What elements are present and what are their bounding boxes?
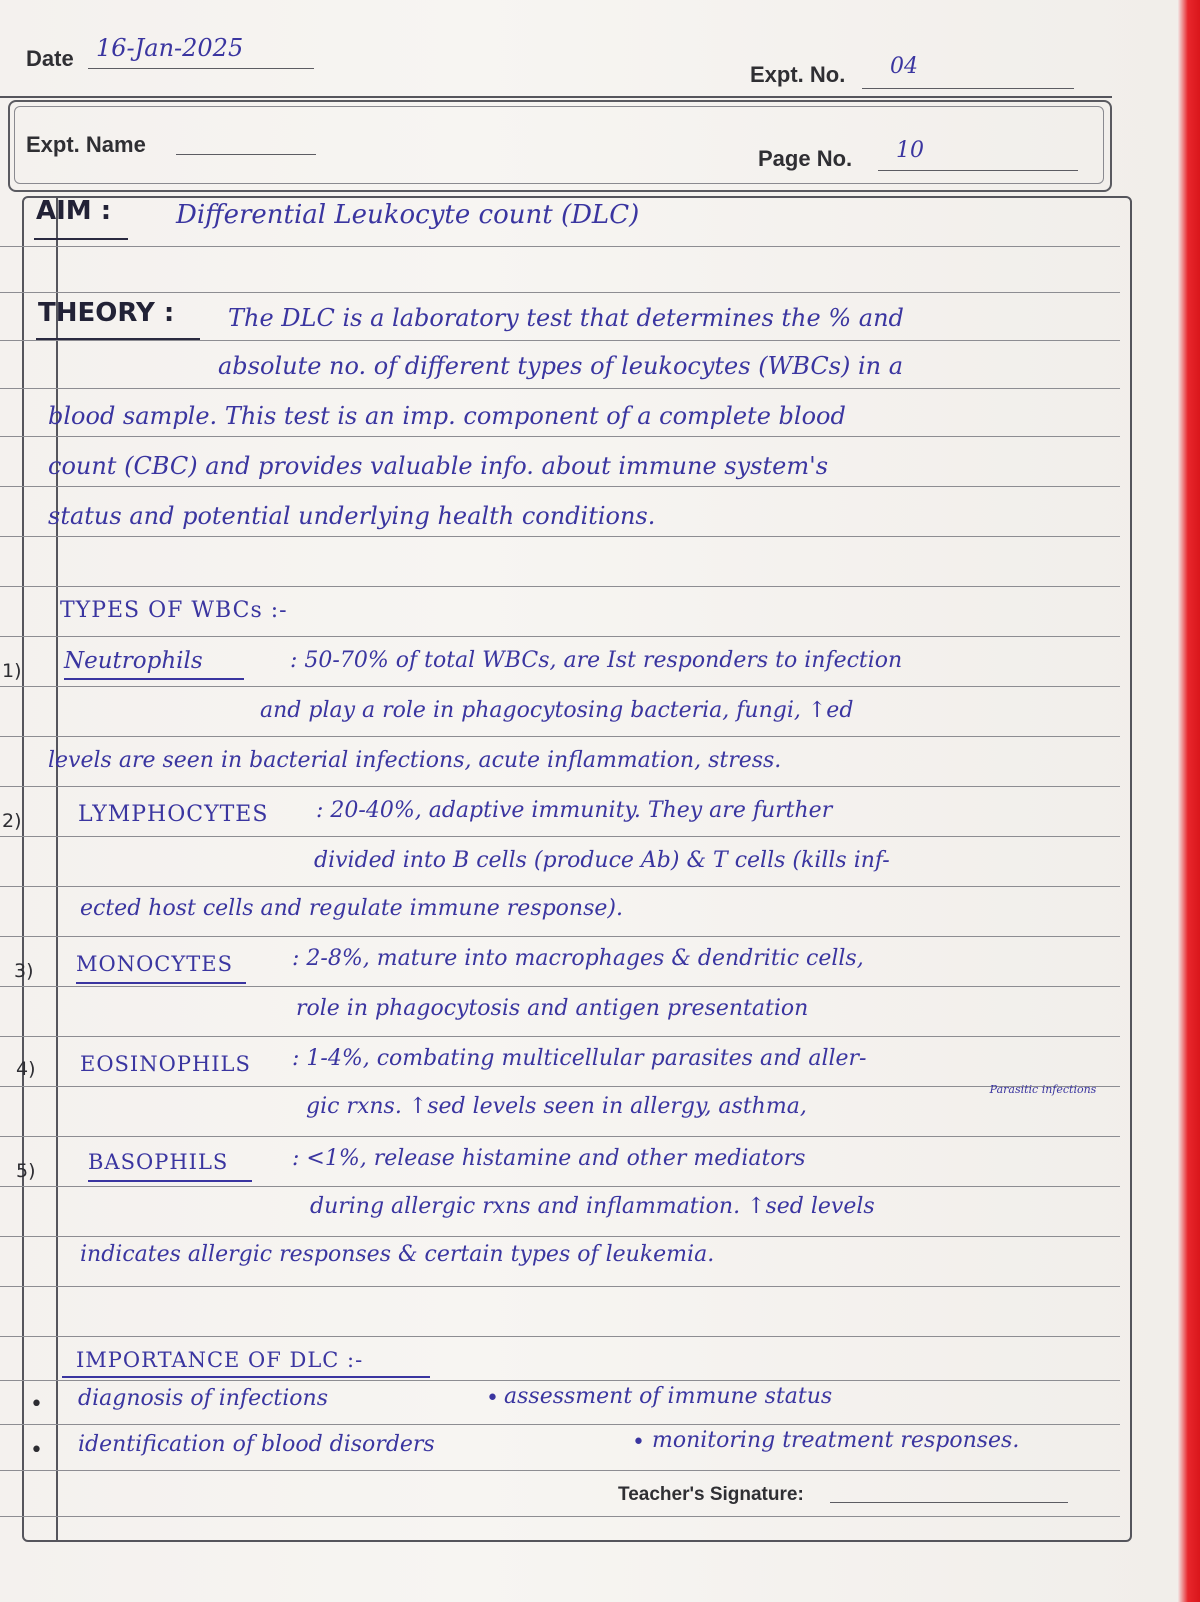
item-5-number: 5): [16, 1160, 36, 1182]
theory-line-4: count (CBC) and provides valuable info. about immune system's: [48, 452, 829, 480]
expt-no-label: Expt. No.: [750, 62, 846, 87]
bullet-1: •: [30, 1392, 43, 1417]
neutrophils-line-2: and play a role in phagocytosing bacteria, fungi, ↑ed: [260, 698, 854, 723]
neutrophils-line-3: levels are seen in bacterial infections, acute inflammation, stress.: [48, 748, 782, 773]
red-edge: [1178, 0, 1200, 1602]
aim-underline: [34, 238, 128, 240]
aim-text: Differential Leukocyte count (DLC): [176, 200, 640, 230]
types-heading: TYPES OF WBCs :-: [60, 598, 288, 623]
expt-no-underline: [862, 88, 1074, 89]
page-no-value: 10: [896, 138, 924, 163]
lymphocytes-line-1: : 20-40%, adaptive immunity. They are further: [316, 798, 833, 823]
monocytes-line-1: : 2-8%, mature into macrophages & dendritic cells,: [292, 946, 864, 971]
lymphocytes-line-3: ected host cells and regulate immune response).: [80, 896, 623, 921]
theory-line-1: The DLC is a laboratory test that determines the % and: [228, 304, 904, 332]
page-no-underline: [878, 170, 1078, 171]
theory-line-2: absolute no. of different types of leukocytes (WBCs) in a: [218, 352, 904, 380]
item-4-number: 4): [16, 1058, 36, 1080]
theory-line-3: blood sample. This test is an imp. component of a complete blood: [48, 402, 846, 430]
date-underline: [88, 68, 314, 69]
header-box-inner: [14, 106, 1104, 184]
expt-name-underline: [176, 154, 316, 155]
basophils-line-2: during allergic rxns and inflammation. ↑sed levels: [310, 1194, 875, 1219]
importance-sep-1: •: [486, 1386, 499, 1411]
basophils-line-1: : <1%, release histamine and other mediators: [292, 1146, 806, 1171]
expt-no-value: 04: [890, 54, 918, 79]
theory-label: THEORY :: [38, 298, 175, 328]
theory-line-5: status and potential underlying health conditions.: [48, 502, 656, 530]
basophils-line-3: indicates allergic responses & certain types of leukemia.: [80, 1242, 715, 1267]
theory-underline: [36, 338, 200, 340]
eosinophils-line-1: : 1-4%, combating multicellular parasites and aller-: [292, 1046, 867, 1071]
eosinophils-line-2: gic rxns. ↑sed levels seen in allergy, asthma,: [306, 1094, 807, 1119]
item-2-number: 2): [2, 810, 22, 832]
monocytes-line-2: role in phagocytosis and antigen presentation: [296, 996, 809, 1021]
monocytes-underline: [76, 982, 246, 984]
neutrophils-name: Neutrophils: [64, 648, 203, 674]
margin-line: [56, 196, 58, 1542]
expt-name-label: Expt. Name: [26, 132, 146, 157]
bullet-2: •: [30, 1438, 43, 1463]
lymphocytes-line-2: divided into B cells (produce Ab) & T cells (kills inf-: [314, 848, 890, 873]
importance-bullet-2a: identification of blood disorders: [78, 1432, 435, 1457]
importance-bullet-1a: diagnosis of infections: [78, 1386, 328, 1411]
monocytes-name: MONOCYTES: [76, 952, 233, 976]
basophils-name: BASOPHILS: [88, 1150, 229, 1174]
date-value: 16-Jan-2025: [96, 34, 244, 62]
aim-label: AIM :: [36, 196, 112, 226]
neutrophils-underline: [64, 678, 244, 680]
importance-bullet-1b: assessment of immune status: [504, 1384, 833, 1409]
signature-underline: [830, 1502, 1068, 1503]
eosinophils-note: Parasitic infections: [989, 1083, 1097, 1096]
page-no-label: Page No.: [758, 146, 853, 171]
item-1-number: 1): [2, 660, 22, 682]
lymphocytes-name: LYMPHOCYTES: [78, 802, 269, 827]
neutrophils-line-1: : 50-70% of total WBCs, are Ist responders to infection: [290, 648, 903, 673]
teacher-signature-label: Teacher's Signature:: [618, 1484, 804, 1505]
importance-bullet-2b: monitoring treatment responses.: [652, 1428, 1020, 1453]
basophils-underline: [88, 1180, 252, 1182]
importance-sep-2: •: [632, 1430, 645, 1455]
eosinophils-name: EOSINOPHILS: [80, 1052, 251, 1076]
importance-heading: IMPORTANCE OF DLC :-: [76, 1348, 364, 1372]
date-label: Date: [26, 46, 74, 71]
header-rule-top: [0, 96, 1112, 98]
importance-underline: [62, 1376, 430, 1378]
item-3-number: 3): [14, 960, 34, 982]
